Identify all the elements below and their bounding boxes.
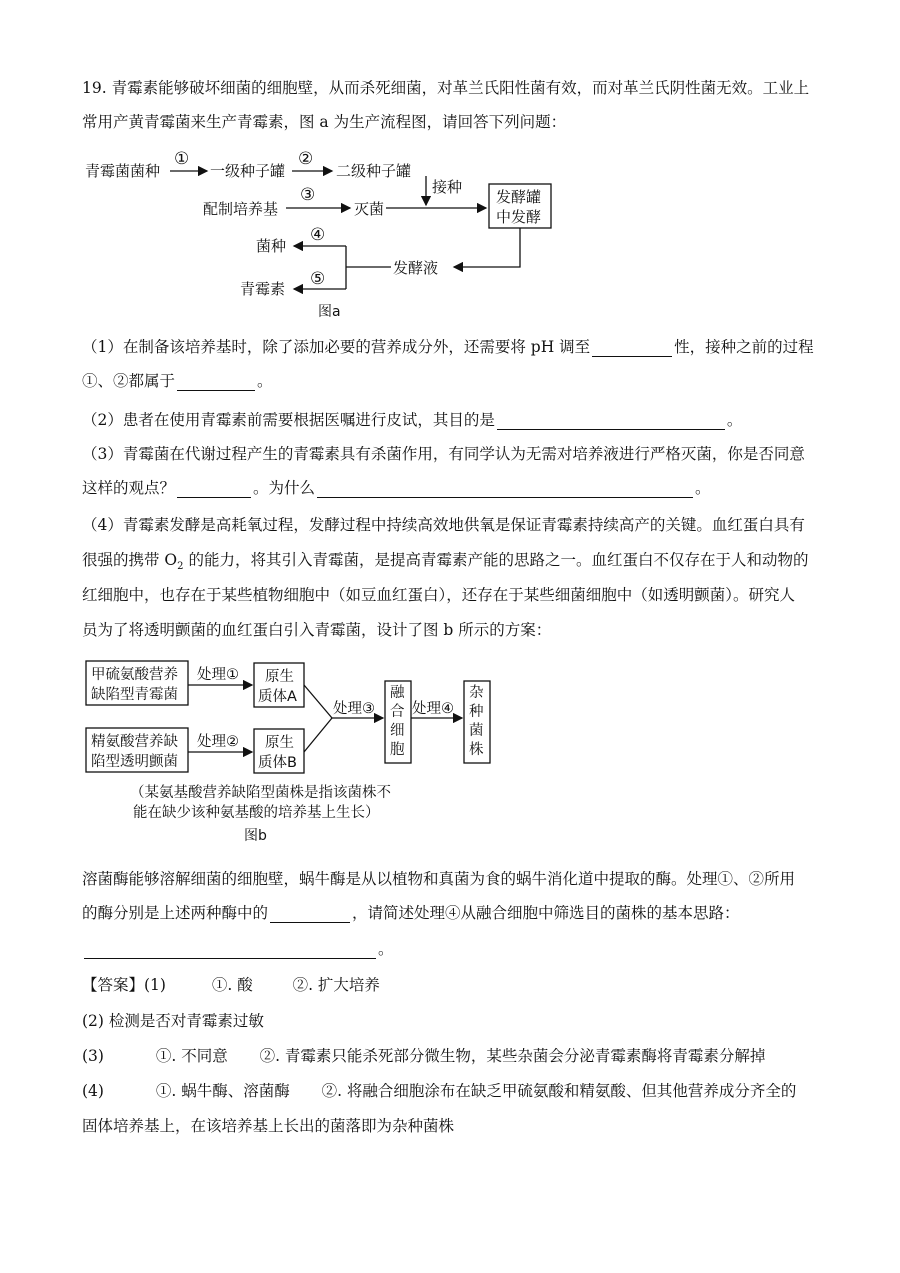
answer-4-1: ①. 蜗牛酶、溶菌酶 [155, 1082, 290, 1100]
fig-a-inoculate: 接种 [432, 178, 463, 196]
fig-b-proc3: 处理③ [333, 701, 375, 717]
fig-b-proc4: 处理④ [412, 701, 454, 717]
fig-a-penicillin: 青霉素 [240, 280, 286, 298]
q4-line-4: 员为了将透明颤菌的血红蛋白引入青霉菌，设计了图 b 所示的方案： [82, 621, 552, 639]
q3-line-1: （3）青霉菌在代谢过程产生的青霉素具有杀菌作用，有同学认为无需对培养液进行严格灭菌，你是否同意 [82, 445, 805, 463]
question-intro-line-2: 常用产黄青霉菌来生产青霉素，图 a 为生产流程图，请回答下列问题： [82, 113, 567, 131]
fig-a-sterilize: 灭菌 [354, 200, 385, 218]
question-intro-line-1: 19. 青霉素能够破坏细菌的细胞壁，从而杀死细菌，对革兰氏阳性菌有效，而对革兰氏阴性菌无效。工业上 [82, 79, 810, 97]
fig-b-proto-b-1: 原生 [265, 735, 294, 751]
q4-line-3: 红细胞中，也存在于某些植物细胞中（如豆血红蛋白），还存在于某些细菌细胞中（如透明颤菌）。研究人 [82, 586, 796, 604]
answer-3-1: ①. 不同意 [155, 1047, 228, 1065]
q4-line-5: 溶菌酶能够溶解细菌的细胞壁，蜗牛酶是从以植物和真菌为食的蜗牛消化道中提取的酶。处理①、②所用 [82, 870, 796, 888]
fig-b-fused-3: 胞 [390, 742, 405, 758]
q4-text-2b: 的能力，将其引入青霉菌，是提高青霉素产能的思路之一。血红蛋白不仅存在于人和动物的 [183, 551, 809, 569]
answer-line-1 [82, 975, 380, 995]
fig-a-step5: ⑤ [310, 269, 326, 289]
answer-4-2: ②. 将融合细胞涂布在缺乏甲硫氨酸和精氨酸、但其他营养成分齐全的 [321, 1082, 797, 1100]
q1-text-c: ①、②都属于 [82, 372, 176, 390]
fig-b-proto-a-1: 原生 [265, 669, 294, 685]
fig-a-step2: ② [298, 149, 314, 169]
q4-text-6a: 的酶分别是上述两种酶中的 [82, 904, 269, 922]
fig-a-prep: 配制培养基 [203, 200, 279, 218]
fig-b-fused-2: 细 [390, 723, 405, 739]
answer-line-3 [82, 1046, 765, 1066]
q1-text-b: 性，接种之前的过程 [674, 338, 814, 356]
fig-b-strain-a-1: 甲硫氨酸营养 [91, 667, 178, 683]
q4-blank-2[interactable] [84, 942, 376, 959]
fig-a-seed: 菌种 [256, 237, 287, 255]
answer-3-label: (3) [82, 1047, 104, 1065]
q4-text-2a: 很强的携带 O [82, 551, 178, 569]
answer-line-2: (2) 检测是否对青霉素过敏 [82, 1012, 264, 1030]
q3-text-c: 。为什么 [253, 479, 316, 497]
fig-a-step4: ④ [310, 225, 326, 245]
fig-a-ferment-1: 发酵罐 [496, 188, 542, 206]
answer-3-2: ②. 青霉素只能杀死部分微生物，某些杂菌会分泌青霉素酶将青霉素分解掉 [259, 1047, 766, 1065]
q4-line-7 [82, 939, 394, 959]
answer-line-5: 固体培养基上，在该培养基上长出的菌落即为杂种菌株 [82, 1117, 455, 1135]
q4-line-1: （4）青霉素发酵是高耗氧过程，发酵过程中持续高效地供氧是保证青霉素持续高产的关键。血红蛋白具有 [82, 516, 805, 534]
q4-text-6b: ，请简述处理④从融合细胞中筛选目的菌株的基本思路： [352, 904, 740, 922]
q3-text-b: 这样的观点？ [82, 479, 176, 497]
fig-b-proc1: 处理① [197, 667, 239, 683]
fig-b-caption: 图b [244, 828, 267, 844]
fig-b-hybrid-0: 杂 [469, 685, 484, 701]
q4-blank-1[interactable] [270, 906, 350, 923]
answer-4-label: (4) [82, 1082, 104, 1100]
fig-b-hybrid-1: 种 [469, 704, 484, 720]
fig-b-strain-a-2: 缺陷型青霉菌 [91, 687, 178, 703]
q4-line-6 [82, 903, 740, 923]
fig-b-strain-b-1: 精氨酸营养缺 [91, 734, 178, 750]
fig-b-hybrid-3: 株 [469, 742, 484, 758]
fig-b-proto-b-2: 质体B [258, 755, 297, 771]
q4-subscript: 2 [177, 561, 184, 573]
fig-b-hybrid-2: 菌 [469, 723, 484, 739]
fig-b-proc2: 处理② [197, 734, 239, 750]
fig-a-broth: 发酵液 [393, 259, 439, 277]
answer-label: 【答案】(1) [82, 976, 166, 994]
q1-text-a: （1）在制备该培养基时，除了添加必要的营养成分外，还需要将 pH 调至 [82, 338, 591, 356]
fig-a-strain: 青霉菌菌种 [85, 162, 161, 180]
q2-text-a: （2）患者在使用青霉素前需要根据医嘱进行皮试，其目的是 [82, 411, 495, 429]
fig-b-proto-a-2: 质体A [258, 689, 297, 705]
q2-text-b: 。 [726, 411, 743, 429]
fig-a-step1: ① [174, 149, 190, 169]
fig-b-strain-b-2: 陷型透明颤菌 [91, 754, 178, 770]
q4-text-7: 。 [378, 940, 394, 958]
answer-1-2: ②. 扩大培养 [292, 976, 380, 994]
fig-a-ferment-2: 中发酵 [496, 208, 542, 226]
q3-text-d: 。 [695, 479, 711, 497]
fig-a-tank2: 二级种子罐 [336, 162, 412, 180]
fig-a-caption: 图a [318, 304, 341, 320]
fig-b-fused-1: 合 [390, 704, 405, 720]
fig-a-step3: ③ [300, 185, 316, 205]
fig-b-note-1: （某氨基酸营养缺陷型菌株是指该菌株不 [130, 785, 391, 801]
answer-line-4 [82, 1081, 796, 1101]
answer-1-1: ①. 酸 [211, 976, 253, 994]
q1-text-d: 。 [257, 372, 273, 390]
fig-b-fused-0: 融 [390, 685, 405, 701]
fig-a-tank1: 一级种子罐 [210, 162, 286, 180]
fig-b-note-2: 能在缺少该种氨基酸的培养基上生长） [133, 805, 380, 821]
